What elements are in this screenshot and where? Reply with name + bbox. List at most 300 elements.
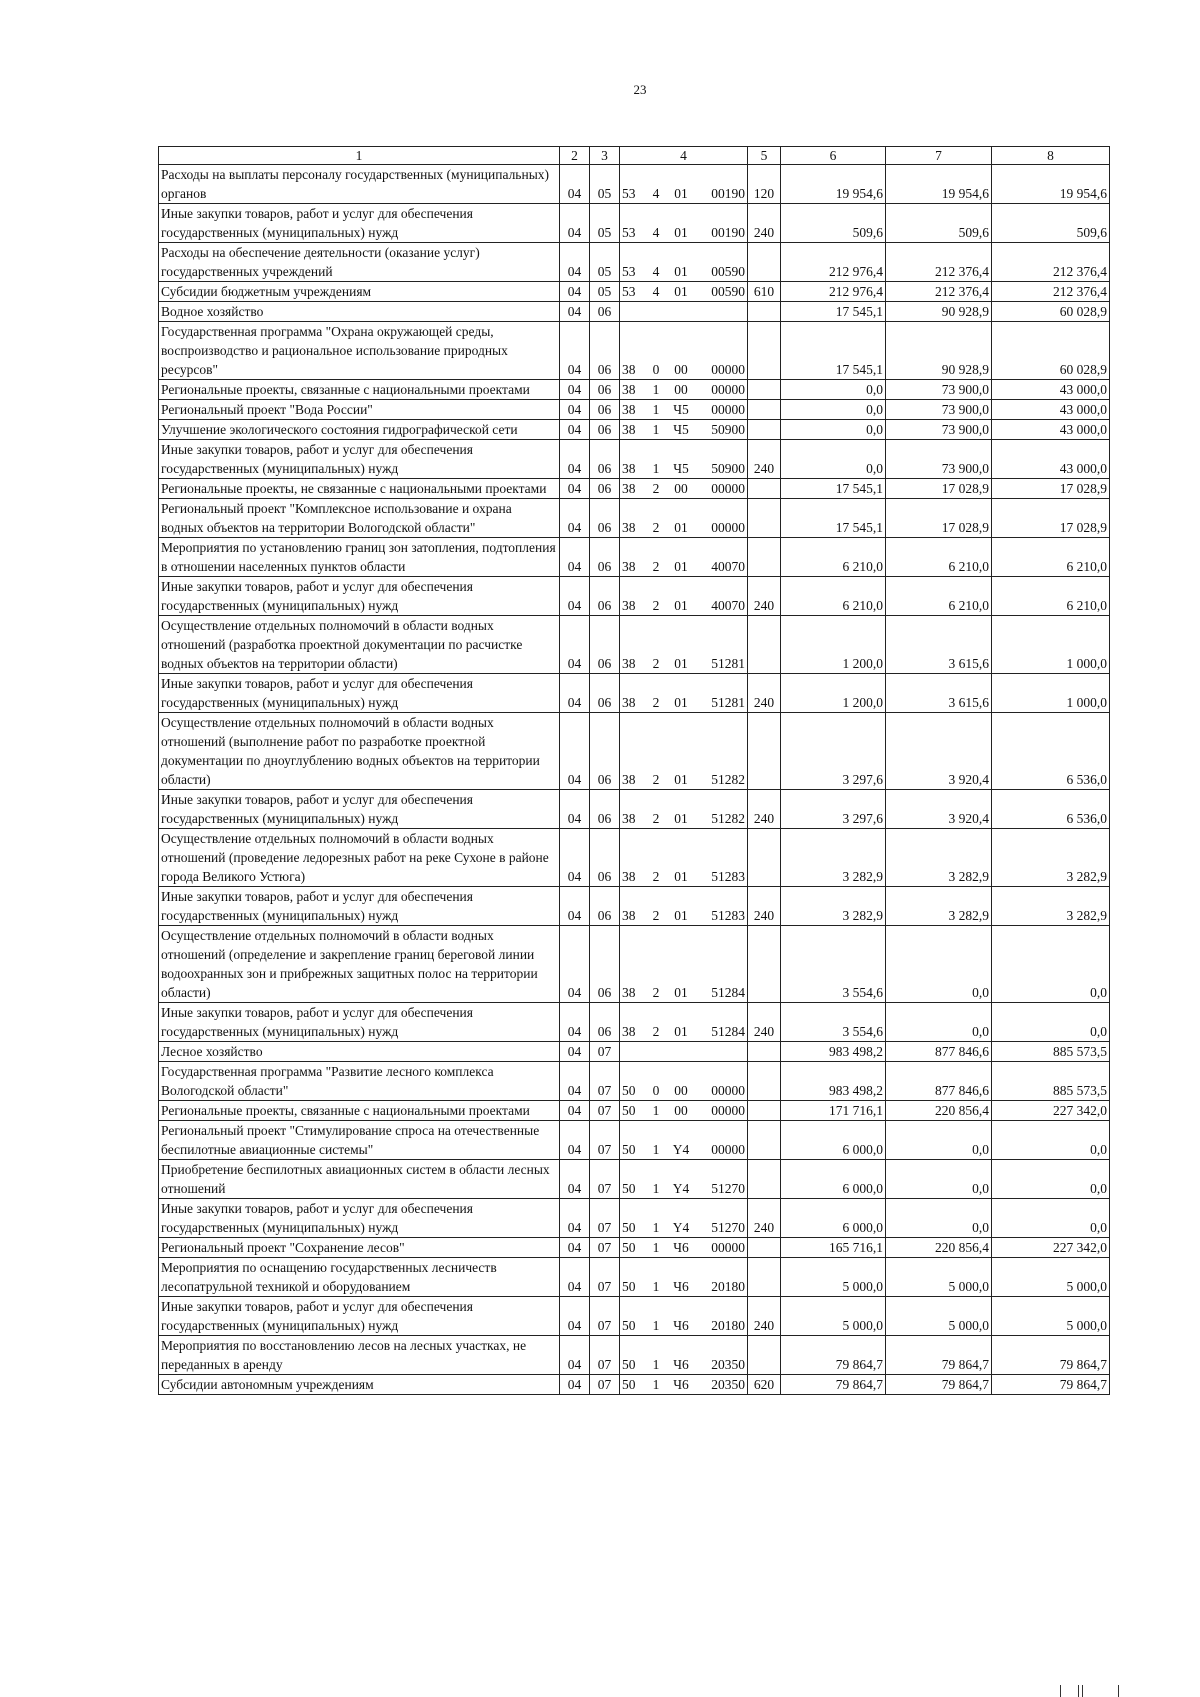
row-name: Улучшение экологического состояния гидрографической сети (159, 420, 560, 440)
code-part: 51284 (711, 985, 745, 1000)
row-name: Иные закупки товаров, работ и услуг для обеспечения государственных (муниципальных) нужд (159, 204, 560, 243)
subsection-code: 06 (590, 499, 620, 538)
table-row (159, 322, 1110, 380)
table-row (159, 1238, 1110, 1258)
target-article-code (620, 282, 748, 302)
row-name: Субсидии автономным учреждениям (159, 1375, 560, 1395)
target-article-code (620, 1336, 748, 1375)
code-part: Ч6 (673, 1377, 689, 1392)
code-part: 50 (622, 1357, 636, 1372)
code-part: 20180 (711, 1279, 745, 1294)
code-part: 38 (622, 520, 636, 535)
amount-col-7: 0,0 (886, 1160, 992, 1199)
section-code: 04 (560, 479, 590, 499)
expense-type-code: 240 (748, 204, 781, 243)
amount-col-6: 165 716,1 (781, 1238, 886, 1258)
code-part: 2 (652, 869, 660, 884)
code-part: 4 (652, 284, 660, 299)
amount-col-8: 0,0 (992, 1160, 1110, 1199)
subsection-code: 05 (590, 204, 620, 243)
code-part: 01 (674, 811, 688, 826)
code-part: 51284 (711, 1024, 745, 1039)
target-article-code (620, 616, 748, 674)
target-article-code (620, 790, 748, 829)
amount-col-6: 171 716,1 (781, 1101, 886, 1121)
code-part: 00 (674, 481, 688, 496)
table-row (159, 282, 1110, 302)
expense-type-code: 610 (748, 282, 781, 302)
target-article-code (620, 1297, 748, 1336)
code-part: 00000 (711, 1083, 745, 1098)
code-part: 2 (652, 598, 660, 613)
section-code: 04 (560, 674, 590, 713)
expense-type-code (748, 302, 781, 322)
code-part: 01 (674, 264, 688, 279)
row-name: Мероприятия по установлению границ зон затопления, подтопления в отношении населенных пунктов области (159, 538, 560, 577)
code-part: 00000 (711, 1142, 745, 1157)
code-part: Y4 (672, 1220, 690, 1235)
section-code: 04 (560, 829, 590, 887)
row-name: Региональный проект "Вода России" (159, 400, 560, 420)
amount-col-7: 0,0 (886, 926, 992, 1003)
amount-col-6: 6 210,0 (781, 538, 886, 577)
section-code: 04 (560, 499, 590, 538)
amount-col-7: 6 210,0 (886, 577, 992, 616)
amount-col-6: 5 000,0 (781, 1297, 886, 1336)
amount-col-6: 79 864,7 (781, 1336, 886, 1375)
code-part: 53 (622, 225, 636, 240)
row-name: Иные закупки товаров, работ и услуг для обеспечения государственных (муниципальных) нужд (159, 577, 560, 616)
code-part: 38 (622, 656, 636, 671)
amount-col-7: 0,0 (886, 1003, 992, 1042)
amount-col-8: 17 028,9 (992, 499, 1110, 538)
section-code: 04 (560, 282, 590, 302)
amount-col-6: 6 000,0 (781, 1199, 886, 1238)
table-row (159, 674, 1110, 713)
code-part: Ч6 (673, 1279, 689, 1294)
code-part: 2 (652, 695, 660, 710)
code-part: 00000 (711, 1240, 745, 1255)
code-part: 20350 (711, 1377, 745, 1392)
code-part: 38 (622, 1024, 636, 1039)
code-part: 01 (674, 772, 688, 787)
code-part: 50900 (711, 422, 745, 437)
row-name: Иные закупки товаров, работ и услуг для обеспечения государственных (муниципальных) нужд (159, 887, 560, 926)
code-part: 51281 (711, 695, 745, 710)
code-part: 00190 (711, 186, 745, 201)
expense-type-code: 620 (748, 1375, 781, 1395)
code-part: 50 (622, 1103, 636, 1118)
table-row (159, 204, 1110, 243)
code-part: 01 (674, 520, 688, 535)
code-part: 51283 (711, 908, 745, 923)
expense-type-code (748, 1160, 781, 1199)
row-name: Мероприятия по оснащению государственных лесничеств лесопатрульной техникой и оборудованием (159, 1258, 560, 1297)
amount-col-7: 220 856,4 (886, 1101, 992, 1121)
expense-type-code (748, 1121, 781, 1160)
amount-col-7: 3 615,6 (886, 616, 992, 674)
target-article-code (620, 165, 748, 204)
subsection-code: 07 (590, 1336, 620, 1375)
target-article-code (620, 1121, 748, 1160)
amount-col-7: 3 920,4 (886, 790, 992, 829)
section-code: 04 (560, 380, 590, 400)
section-code: 04 (560, 538, 590, 577)
code-part: 53 (622, 284, 636, 299)
code-part: 38 (622, 598, 636, 613)
target-article-code (620, 926, 748, 1003)
expense-type-code: 240 (748, 1199, 781, 1238)
amount-col-7: 5 000,0 (886, 1297, 992, 1336)
table-row (159, 302, 1110, 322)
amount-col-7: 0,0 (886, 1199, 992, 1238)
amount-col-7: 73 900,0 (886, 400, 992, 420)
expense-type-code (748, 829, 781, 887)
amount-col-8: 19 954,6 (992, 165, 1110, 204)
code-part: 50 (622, 1220, 636, 1235)
subsection-code: 06 (590, 829, 620, 887)
code-part: 4 (652, 225, 660, 240)
code-part: 38 (622, 695, 636, 710)
amount-col-8: 0,0 (992, 1003, 1110, 1042)
amount-col-7: 17 028,9 (886, 479, 992, 499)
amount-col-7: 79 864,7 (886, 1375, 992, 1395)
code-part: 38 (622, 869, 636, 884)
row-name: Иные закупки товаров, работ и услуг для обеспечения государственных (муниципальных) нужд (159, 440, 560, 479)
row-name: Региональный проект "Сохранение лесов" (159, 1238, 560, 1258)
code-part: 2 (652, 811, 660, 826)
table-row (159, 1375, 1110, 1395)
code-part: 1 (652, 1279, 660, 1294)
code-part: 38 (622, 362, 636, 377)
amount-col-8: 3 282,9 (992, 887, 1110, 926)
table-row (159, 1258, 1110, 1297)
expense-type-code: 240 (748, 1297, 781, 1336)
subsection-code: 05 (590, 243, 620, 282)
code-part: 1 (652, 461, 660, 476)
amount-col-7: 3 920,4 (886, 713, 992, 790)
code-part: 00000 (711, 520, 745, 535)
section-code: 04 (560, 1042, 590, 1062)
code-part: 40070 (711, 598, 745, 613)
expense-type-code: 240 (748, 674, 781, 713)
code-part: 20180 (711, 1318, 745, 1333)
code-part: 38 (622, 772, 636, 787)
expense-type-code (748, 538, 781, 577)
row-name: Расходы на выплаты персоналу государственных (муниципальных) органов (159, 165, 560, 204)
amount-col-6: 5 000,0 (781, 1258, 886, 1297)
code-part: 38 (622, 559, 636, 574)
amount-col-7: 90 928,9 (886, 302, 992, 322)
table-row (159, 538, 1110, 577)
subsection-code: 07 (590, 1199, 620, 1238)
section-code: 04 (560, 165, 590, 204)
code-part: 38 (622, 382, 636, 397)
row-name: Государственная программа "Развитие лесного комплекса Вологодской области" (159, 1062, 560, 1101)
code-part: 01 (674, 598, 688, 613)
section-code: 04 (560, 1297, 590, 1336)
code-part: 50 (622, 1142, 636, 1157)
header-cell: 7 (886, 147, 992, 165)
amount-col-6: 17 545,1 (781, 322, 886, 380)
code-part: 53 (622, 264, 636, 279)
amount-col-6: 3 282,9 (781, 887, 886, 926)
header-cell: 8 (992, 147, 1110, 165)
subsection-code: 06 (590, 713, 620, 790)
amount-col-6: 3 554,6 (781, 926, 886, 1003)
scan-edge-marks (1060, 1683, 1120, 1697)
row-name: Иные закупки товаров, работ и услуг для обеспечения государственных (муниципальных) нужд (159, 1199, 560, 1238)
target-article-code (620, 1160, 748, 1199)
section-code: 04 (560, 302, 590, 322)
subsection-code: 06 (590, 1003, 620, 1042)
row-name: Иные закупки товаров, работ и услуг для обеспечения государственных (муниципальных) нужд (159, 1003, 560, 1042)
code-part: 0 (652, 1083, 660, 1098)
expense-type-code (748, 243, 781, 282)
target-article-code (620, 887, 748, 926)
amount-col-6: 3 282,9 (781, 829, 886, 887)
code-part: 01 (674, 985, 688, 1000)
subsection-code: 06 (590, 674, 620, 713)
subsection-code: 07 (590, 1121, 620, 1160)
amount-col-7: 212 376,4 (886, 243, 992, 282)
code-part: 2 (652, 481, 660, 496)
code-part: 00000 (711, 1103, 745, 1118)
amount-col-8: 0,0 (992, 1121, 1110, 1160)
section-code: 04 (560, 420, 590, 440)
code-part: 01 (674, 656, 688, 671)
target-article-code (620, 380, 748, 400)
amount-col-6: 6 000,0 (781, 1160, 886, 1199)
subsection-code: 06 (590, 400, 620, 420)
code-part: 4 (652, 186, 660, 201)
amount-col-6: 3 297,6 (781, 713, 886, 790)
code-part: 50900 (711, 461, 745, 476)
code-part: 51282 (711, 811, 745, 826)
table-row (159, 380, 1110, 400)
code-part: 01 (674, 186, 688, 201)
code-part: 2 (652, 1024, 660, 1039)
section-code: 04 (560, 713, 590, 790)
target-article-code (620, 1375, 748, 1395)
subsection-code: 06 (590, 380, 620, 400)
code-part: 51281 (711, 656, 745, 671)
code-part: 2 (652, 772, 660, 787)
code-part: 00 (674, 1103, 688, 1118)
code-part: 01 (674, 284, 688, 299)
code-part: 51282 (711, 772, 745, 787)
subsection-code: 07 (590, 1258, 620, 1297)
target-article-code (620, 1062, 748, 1101)
amount-col-7: 6 210,0 (886, 538, 992, 577)
table-row (159, 1336, 1110, 1375)
subsection-code: 06 (590, 616, 620, 674)
code-part: 00 (674, 1083, 688, 1098)
subsection-code: 05 (590, 165, 620, 204)
target-article-code (620, 479, 748, 499)
code-part: 1 (652, 1240, 660, 1255)
row-name: Иные закупки товаров, работ и услуг для обеспечения государственных (муниципальных) нужд (159, 1297, 560, 1336)
row-name: Региональные проекты, связанные с национальными проектами (159, 1101, 560, 1121)
amount-col-8: 212 376,4 (992, 243, 1110, 282)
amount-col-7: 5 000,0 (886, 1258, 992, 1297)
target-article-code (620, 538, 748, 577)
table-row (159, 1101, 1110, 1121)
expense-type-code (748, 1336, 781, 1375)
amount-col-8: 79 864,7 (992, 1375, 1110, 1395)
code-part: 53 (622, 186, 636, 201)
code-part: 4 (652, 264, 660, 279)
row-name: Осуществление отдельных полномочий в области водных отношений (разработка проектной документации по расчистке водных объектов на территории области) (159, 616, 560, 674)
code-part: 1 (652, 1142, 660, 1157)
code-part: 01 (674, 225, 688, 240)
section-code: 04 (560, 1258, 590, 1297)
amount-col-7: 3 282,9 (886, 887, 992, 926)
code-part: 38 (622, 461, 636, 476)
amount-col-6: 212 976,4 (781, 282, 886, 302)
code-part: 1 (652, 422, 660, 437)
amount-col-8: 1 000,0 (992, 674, 1110, 713)
subsection-code: 07 (590, 1160, 620, 1199)
table-row (159, 420, 1110, 440)
table-row (159, 1160, 1110, 1199)
header-row (159, 147, 1110, 165)
subsection-code: 07 (590, 1375, 620, 1395)
expense-type-code (748, 926, 781, 1003)
code-part: 50 (622, 1318, 636, 1333)
row-name: Государственная программа "Охрана окружающей среды, воспроизводство и рациональное использование природных ресурсов" (159, 322, 560, 380)
code-part: 1 (652, 402, 660, 417)
code-part: Y4 (672, 1142, 690, 1157)
amount-col-8: 509,6 (992, 204, 1110, 243)
code-part: 50 (622, 1377, 636, 1392)
target-article-code (620, 1003, 748, 1042)
subsection-code: 06 (590, 322, 620, 380)
code-part: 2 (652, 656, 660, 671)
subsection-code: 06 (590, 926, 620, 1003)
table-row (159, 440, 1110, 479)
code-part: Ч6 (673, 1318, 689, 1333)
amount-col-8: 227 342,0 (992, 1238, 1110, 1258)
code-part: 40070 (711, 559, 745, 574)
amount-col-6: 509,6 (781, 204, 886, 243)
section-code: 04 (560, 440, 590, 479)
code-part: 1 (652, 1103, 660, 1118)
expense-type-code: 240 (748, 440, 781, 479)
code-part: 01 (674, 559, 688, 574)
amount-col-6: 983 498,2 (781, 1062, 886, 1101)
amount-col-6: 6 210,0 (781, 577, 886, 616)
subsection-code: 07 (590, 1062, 620, 1101)
page-number: 23 (633, 82, 647, 97)
expense-type-code (748, 713, 781, 790)
code-part: 51270 (711, 1220, 745, 1235)
row-name: Осуществление отдельных полномочий в области водных отношений (выполнение работ по разработке проектной документации по дноуглублению водных объектов на территории области) (159, 713, 560, 790)
amount-col-8: 5 000,0 (992, 1297, 1110, 1336)
amount-col-6: 0,0 (781, 440, 886, 479)
target-article-code (620, 829, 748, 887)
row-name: Осуществление отдельных полномочий в области водных отношений (определение и закрепление границ береговой линии водоохранных зон и прибрежных защитных полос на территории области) (159, 926, 560, 1003)
code-part: 00000 (711, 481, 745, 496)
table-row (159, 479, 1110, 499)
code-part: 38 (622, 422, 636, 437)
code-part: 2 (652, 908, 660, 923)
expense-type-code (748, 499, 781, 538)
amount-col-8: 1 000,0 (992, 616, 1110, 674)
code-part: 00590 (711, 264, 745, 279)
code-part: 38 (622, 402, 636, 417)
section-code: 04 (560, 400, 590, 420)
subsection-code: 07 (590, 1101, 620, 1121)
section-code: 04 (560, 1160, 590, 1199)
code-part: 1 (652, 382, 660, 397)
subsection-code: 06 (590, 887, 620, 926)
target-article-code (620, 1042, 748, 1062)
row-name: Лесное хозяйство (159, 1042, 560, 1062)
amount-col-8: 3 282,9 (992, 829, 1110, 887)
header-cell: 2 (560, 147, 590, 165)
header-cell: 3 (590, 147, 620, 165)
amount-col-8: 79 864,7 (992, 1336, 1110, 1375)
row-name: Иные закупки товаров, работ и услуг для обеспечения государственных (муниципальных) нужд (159, 674, 560, 713)
target-article-code (620, 713, 748, 790)
code-part: Ч5 (673, 402, 689, 417)
section-code: 04 (560, 204, 590, 243)
section-code: 04 (560, 1101, 590, 1121)
amount-col-7: 19 954,6 (886, 165, 992, 204)
code-part: 1 (652, 1181, 660, 1196)
code-part: 0 (652, 362, 660, 377)
header-cell: 5 (748, 147, 781, 165)
table-row (159, 1003, 1110, 1042)
target-article-code (620, 243, 748, 282)
amount-col-7: 877 846,6 (886, 1062, 992, 1101)
section-code: 04 (560, 926, 590, 1003)
table-row (159, 1199, 1110, 1238)
header-cell: 4 (620, 147, 748, 165)
code-part: 38 (622, 481, 636, 496)
amount-col-7: 17 028,9 (886, 499, 992, 538)
section-code: 04 (560, 790, 590, 829)
expense-type-code (748, 322, 781, 380)
table-row (159, 499, 1110, 538)
code-part: 38 (622, 811, 636, 826)
code-part: 1 (652, 1220, 660, 1235)
code-part: 00590 (711, 284, 745, 299)
amount-col-8: 885 573,5 (992, 1062, 1110, 1101)
subsection-code: 06 (590, 440, 620, 479)
subsection-code: 07 (590, 1297, 620, 1336)
code-part: 51283 (711, 869, 745, 884)
code-part: 00190 (711, 225, 745, 240)
table-row (159, 1297, 1110, 1336)
row-name: Региональный проект "Стимулирование спроса на отечественные беспилотные авиационные системы" (159, 1121, 560, 1160)
expense-type-code (748, 1042, 781, 1062)
expense-type-code: 240 (748, 577, 781, 616)
table-row (159, 400, 1110, 420)
header-cell: 1 (159, 147, 560, 165)
target-article-code (620, 1238, 748, 1258)
row-name: Расходы на обеспечение деятельности (оказание услуг) государственных учреждений (159, 243, 560, 282)
subsection-code: 07 (590, 1238, 620, 1258)
code-part: Ч6 (673, 1240, 689, 1255)
section-code: 04 (560, 887, 590, 926)
code-part: 38 (622, 908, 636, 923)
header-cell: 6 (781, 147, 886, 165)
amount-col-7: 73 900,0 (886, 420, 992, 440)
amount-col-6: 17 545,1 (781, 479, 886, 499)
amount-col-6: 6 000,0 (781, 1121, 886, 1160)
